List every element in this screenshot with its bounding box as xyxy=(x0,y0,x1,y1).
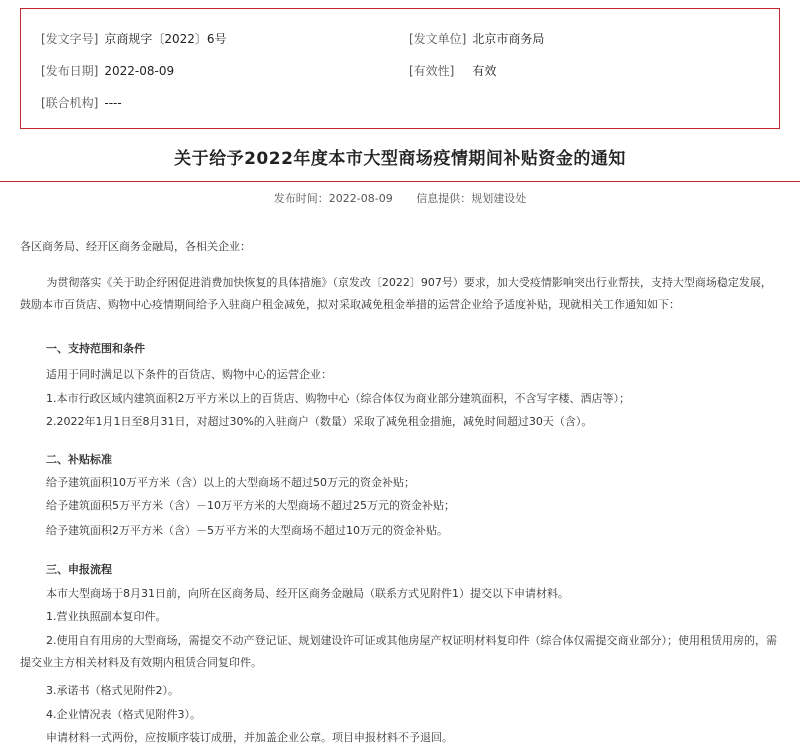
section-2-line-1: 给予建筑面积10万平方米（含）以上的大型商场不超过50万元的资金补贴； xyxy=(46,476,415,489)
document-meta-box xyxy=(20,8,780,129)
info-provider: 信息提供：规划建设处 xyxy=(416,192,527,205)
validity-row xyxy=(409,63,496,79)
doc-number-value: 京商规字〔2022〕6号 xyxy=(104,32,227,46)
salutation: 各区商务局、经开区商务金融局，各相关企业： xyxy=(20,240,251,253)
issuer-value: 北京市商务局 xyxy=(472,32,545,46)
intro-paragraph: 为贯彻落实《关于助企纾困促进消费加快恢复的具体措施》（京发改〔2022〕907号）要求，加大受疫情影响突出行业帮扶，支持大型商场稳定发展，鼓励本市百货店、购物中心疫情期间给予入驻商户租金减免，拟对采取减免租金举措的运营企业给予适度补贴，现就相关工作通知如下： xyxy=(20,276,772,311)
section-1-line-0: 适用于同时满足以下条件的百货店、购物中心的运营企业： xyxy=(46,368,332,381)
publish-date-row xyxy=(41,63,174,79)
issuer-label: [发文单位] xyxy=(409,32,467,46)
page-title: 关于给予2022年度本市大型商场疫情期间补贴资金的通知 xyxy=(174,149,626,169)
section-1-line-2: 2.2022年1月1日至8月31日，对超过30%的入驻商户（数量）采取了减免租金措施，减免时间超过30天（含）。 xyxy=(46,415,593,428)
section-3-item-4: 4.企业情况表（格式见附件3）。 xyxy=(46,708,201,721)
section-3-item-1: 1.营业执照副本复印件。 xyxy=(46,610,167,623)
joint-org-label: [联合机构] xyxy=(41,96,99,110)
publish-date-label: [发布日期] xyxy=(41,64,99,78)
section-3-note: 申请材料一式两份，应按顺序装订成册，并加盖企业公章。项目申报材料不予退回。 xyxy=(46,731,453,744)
joint-org-row xyxy=(41,95,122,111)
title-divider xyxy=(0,181,800,182)
publish-time: 发布时间：2022-08-09 xyxy=(273,192,393,205)
section-2-line-3: 给予建筑面积2万平方米（含）－5万平方米的大型商场不超过10万元的资金补贴。 xyxy=(46,524,448,537)
section-3-item-3: 3.承诺书（格式见附件2）。 xyxy=(46,684,179,697)
joint-org-value: ---- xyxy=(104,96,122,110)
validity-label: [有效性] xyxy=(409,64,455,78)
section-1-title: 一、支持范围和条件 xyxy=(46,342,145,355)
publish-info xyxy=(0,191,800,207)
section-3-line-0: 本市大型商场于8月31日前，向所在区商务局、经开区商务金融局（联系方式见附件1）提交以下申请材料。 xyxy=(46,587,569,600)
validity-value: 有效 xyxy=(472,64,497,78)
section-3-title: 三、申报流程 xyxy=(46,563,112,576)
section-1-line-1: 1.本市行政区域内建筑面积2万平方米以上的百货店、购物中心（综合体仅为商业部分建筑面积，不含写字楼、酒店等）； xyxy=(46,392,630,405)
doc-number-row xyxy=(41,31,227,47)
issuer-row xyxy=(409,31,544,47)
section-2-line-2: 给予建筑面积5万平方米（含）－10万平方米的大型商场不超过25万元的资金补贴； xyxy=(46,499,455,512)
section-2-title: 二、补贴标准 xyxy=(46,453,112,466)
section-3-item-2: 2.使用自有用房的大型商场，需提交不动产登记证、规划建设许可证或其他房屋产权证明材料复印件（综合体仅需提交商业部分）；使用租赁用房的，需提交业主方相关材料及有效期内租赁合同复印件。 xyxy=(20,634,777,669)
doc-number-label: [发文字号] xyxy=(41,32,99,46)
publish-date-value: 2022-08-09 xyxy=(104,64,175,78)
